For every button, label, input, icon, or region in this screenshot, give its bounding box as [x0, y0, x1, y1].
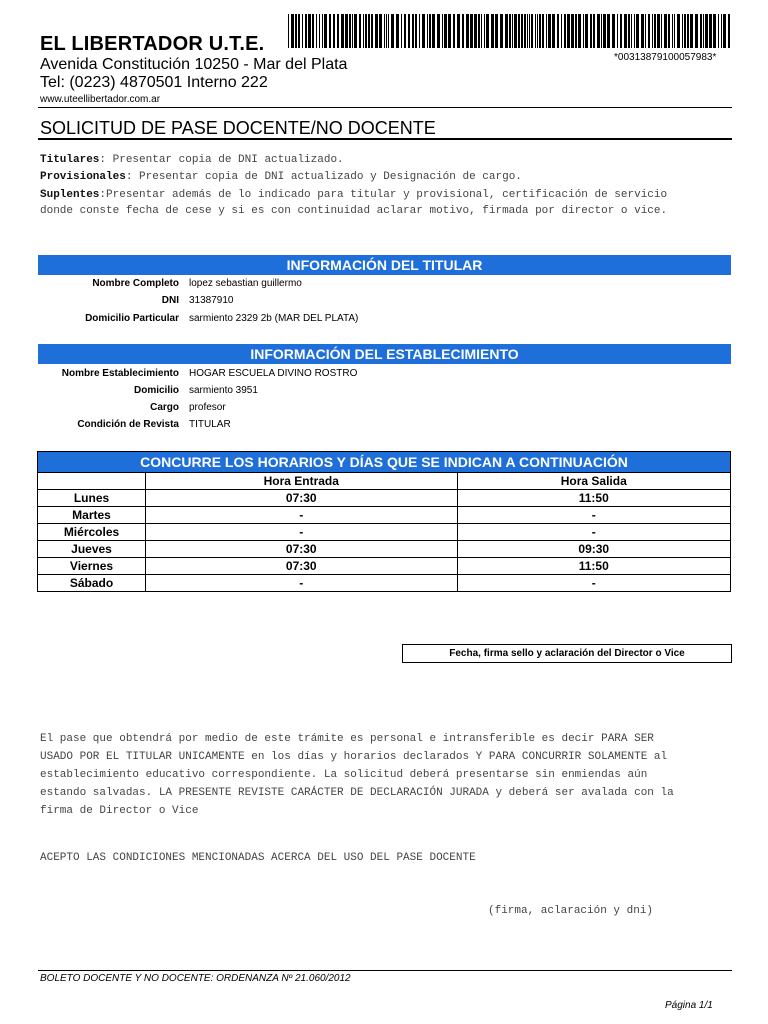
schedule-day: Viernes [38, 558, 146, 575]
instruction-suplentes-cont: donde conste fecha de cese y si es con continuidad aclarar motivo, firmada por director o vice. [40, 205, 668, 217]
terms-line: firma de Director o Vice [40, 805, 199, 817]
field-condicion-revista [38, 416, 731, 433]
section-header-titular: INFORMACIÓN DEL TITULAR [38, 255, 731, 275]
terms-line: El pase que obtendrá por medio de este trámite es personal e intransferible es decir PARA SER [40, 733, 654, 745]
schedule-entrada: 07:30 [146, 541, 458, 558]
schedule-salida: - [457, 507, 730, 524]
field-value: HOGAR ESCUELA DIVINO ROSTRO [189, 368, 358, 379]
schedule-entrada: - [146, 507, 458, 524]
schedule-salida: - [457, 524, 730, 541]
field-label: Nombre Completo [92, 278, 179, 289]
signature-caption: (firma, aclaración y dni) [488, 905, 654, 917]
field-value: sarmiento 2329 2b (MAR DEL PLATA) [189, 313, 359, 324]
field-label: Cargo [150, 402, 179, 413]
terms-line: establecimiento educativo correspondiente. La solicitud deberá presentarse sin enmiendas aún [40, 769, 648, 781]
field-label: DNI [161, 295, 179, 306]
section-header-establecimiento: INFORMACIÓN DEL ESTABLECIMIENTO [38, 344, 731, 364]
footer-divider [38, 970, 732, 971]
field-dni [38, 292, 731, 309]
schedule-entrada: 07:30 [146, 558, 458, 575]
schedule-salida: - [457, 575, 730, 592]
page-number: Página 1/1 [665, 1000, 713, 1011]
schedule-entrada: - [146, 575, 458, 592]
col-header-salida: Hora Salida [457, 473, 730, 490]
header-divider [38, 107, 732, 108]
field-cargo [38, 399, 731, 416]
instruction-text: :Presentar además de lo indicado para titular y provisional, certificación de servicio [99, 189, 668, 201]
field-label: Condición de Revista [77, 419, 179, 430]
company-address: Avenida Constitución 10250 - Mar del Plata [40, 56, 348, 73]
acceptance-statement: ACEPTO LAS CONDICIONES MENCIONADAS ACERCA DEL USO DEL PASE DOCENTE [40, 852, 476, 864]
field-value: TITULAR [189, 419, 231, 430]
schedule-salida: 09:30 [457, 541, 730, 558]
field-domicilio [38, 382, 731, 399]
instruction-text: : Presentar copia de DNI actualizado y Designación de cargo. [125, 171, 522, 183]
field-value: lopez sebastian guillermo [189, 278, 302, 289]
company-website: www.uteellibertador.com.ar [40, 94, 161, 105]
barcode-number: *00313879100057983* [614, 52, 717, 63]
schedule-entrada: - [146, 524, 458, 541]
footer-ordenanza: BOLETO DOCENTE Y NO DOCENTE: ORDENANZA Nº 21.060/2012 [40, 973, 351, 984]
table-row [38, 558, 731, 575]
director-signature-box: Fecha, firma sello y aclaración del Director o Vice [402, 644, 732, 663]
terms-paragraph [40, 730, 730, 820]
schedule-salida: 11:50 [457, 490, 730, 507]
table-row [38, 575, 731, 592]
table-row [38, 490, 731, 507]
instruction-label: Titulares [40, 154, 100, 166]
field-nombre-establecimiento [38, 365, 731, 382]
page-title: SOLICITUD DE PASE DOCENTE/NO DOCENTE [40, 118, 436, 138]
table-row [38, 541, 731, 558]
schedule-day: Miércoles [38, 524, 146, 541]
field-label: Nombre Establecimiento [61, 368, 179, 379]
field-value: 31387910 [189, 295, 234, 306]
field-value: sarmiento 3951 [189, 385, 258, 396]
field-nombre-completo [38, 275, 731, 292]
instruction-titulares [40, 152, 344, 169]
barcode [288, 14, 732, 48]
instruction-suplentes [40, 187, 667, 204]
field-value: profesor [189, 402, 226, 413]
table-row [38, 507, 731, 524]
schedule-day: Jueves [38, 541, 146, 558]
title-divider [38, 138, 732, 140]
schedule-corner-cell [38, 473, 146, 490]
instruction-provisionales [40, 169, 522, 186]
field-label: Domicilio [133, 385, 179, 396]
table-row [38, 524, 731, 541]
schedule-entrada: 07:30 [146, 490, 458, 507]
instruction-text: : Presentar copia de DNI actualizado. [99, 154, 344, 166]
company-name: EL LIBERTADOR U.T.E. [40, 33, 265, 55]
col-header-entrada: Hora Entrada [146, 473, 458, 490]
schedule-day: Martes [38, 507, 146, 524]
schedule-day: Lunes [38, 490, 146, 507]
schedule-day: Sábado [38, 575, 146, 592]
schedule-table [37, 451, 731, 592]
terms-line: estando salvadas. LA PRESENTE REVISTE CARÁCTER DE DECLARACIÓN JURADA y deberá ser avalada con la [40, 787, 674, 799]
field-label: Domicilio Particular [85, 313, 179, 324]
field-domicilio-particular [38, 310, 731, 327]
schedule-salida: 11:50 [457, 558, 730, 575]
instruction-label: Provisionales [40, 171, 126, 183]
schedule-header: CONCURRE LOS HORARIOS Y DÍAS QUE SE INDICAN A CONTINUACIÓN [38, 452, 731, 473]
instruction-label: Suplentes [40, 189, 100, 201]
terms-line: USADO POR EL TITULAR UNICAMENTE en los días y horarios declarados Y PARA CONCURRIR SOLAMENTE al [40, 751, 668, 763]
company-phone: Tel: (0223) 4870501 Interno 222 [40, 74, 268, 91]
